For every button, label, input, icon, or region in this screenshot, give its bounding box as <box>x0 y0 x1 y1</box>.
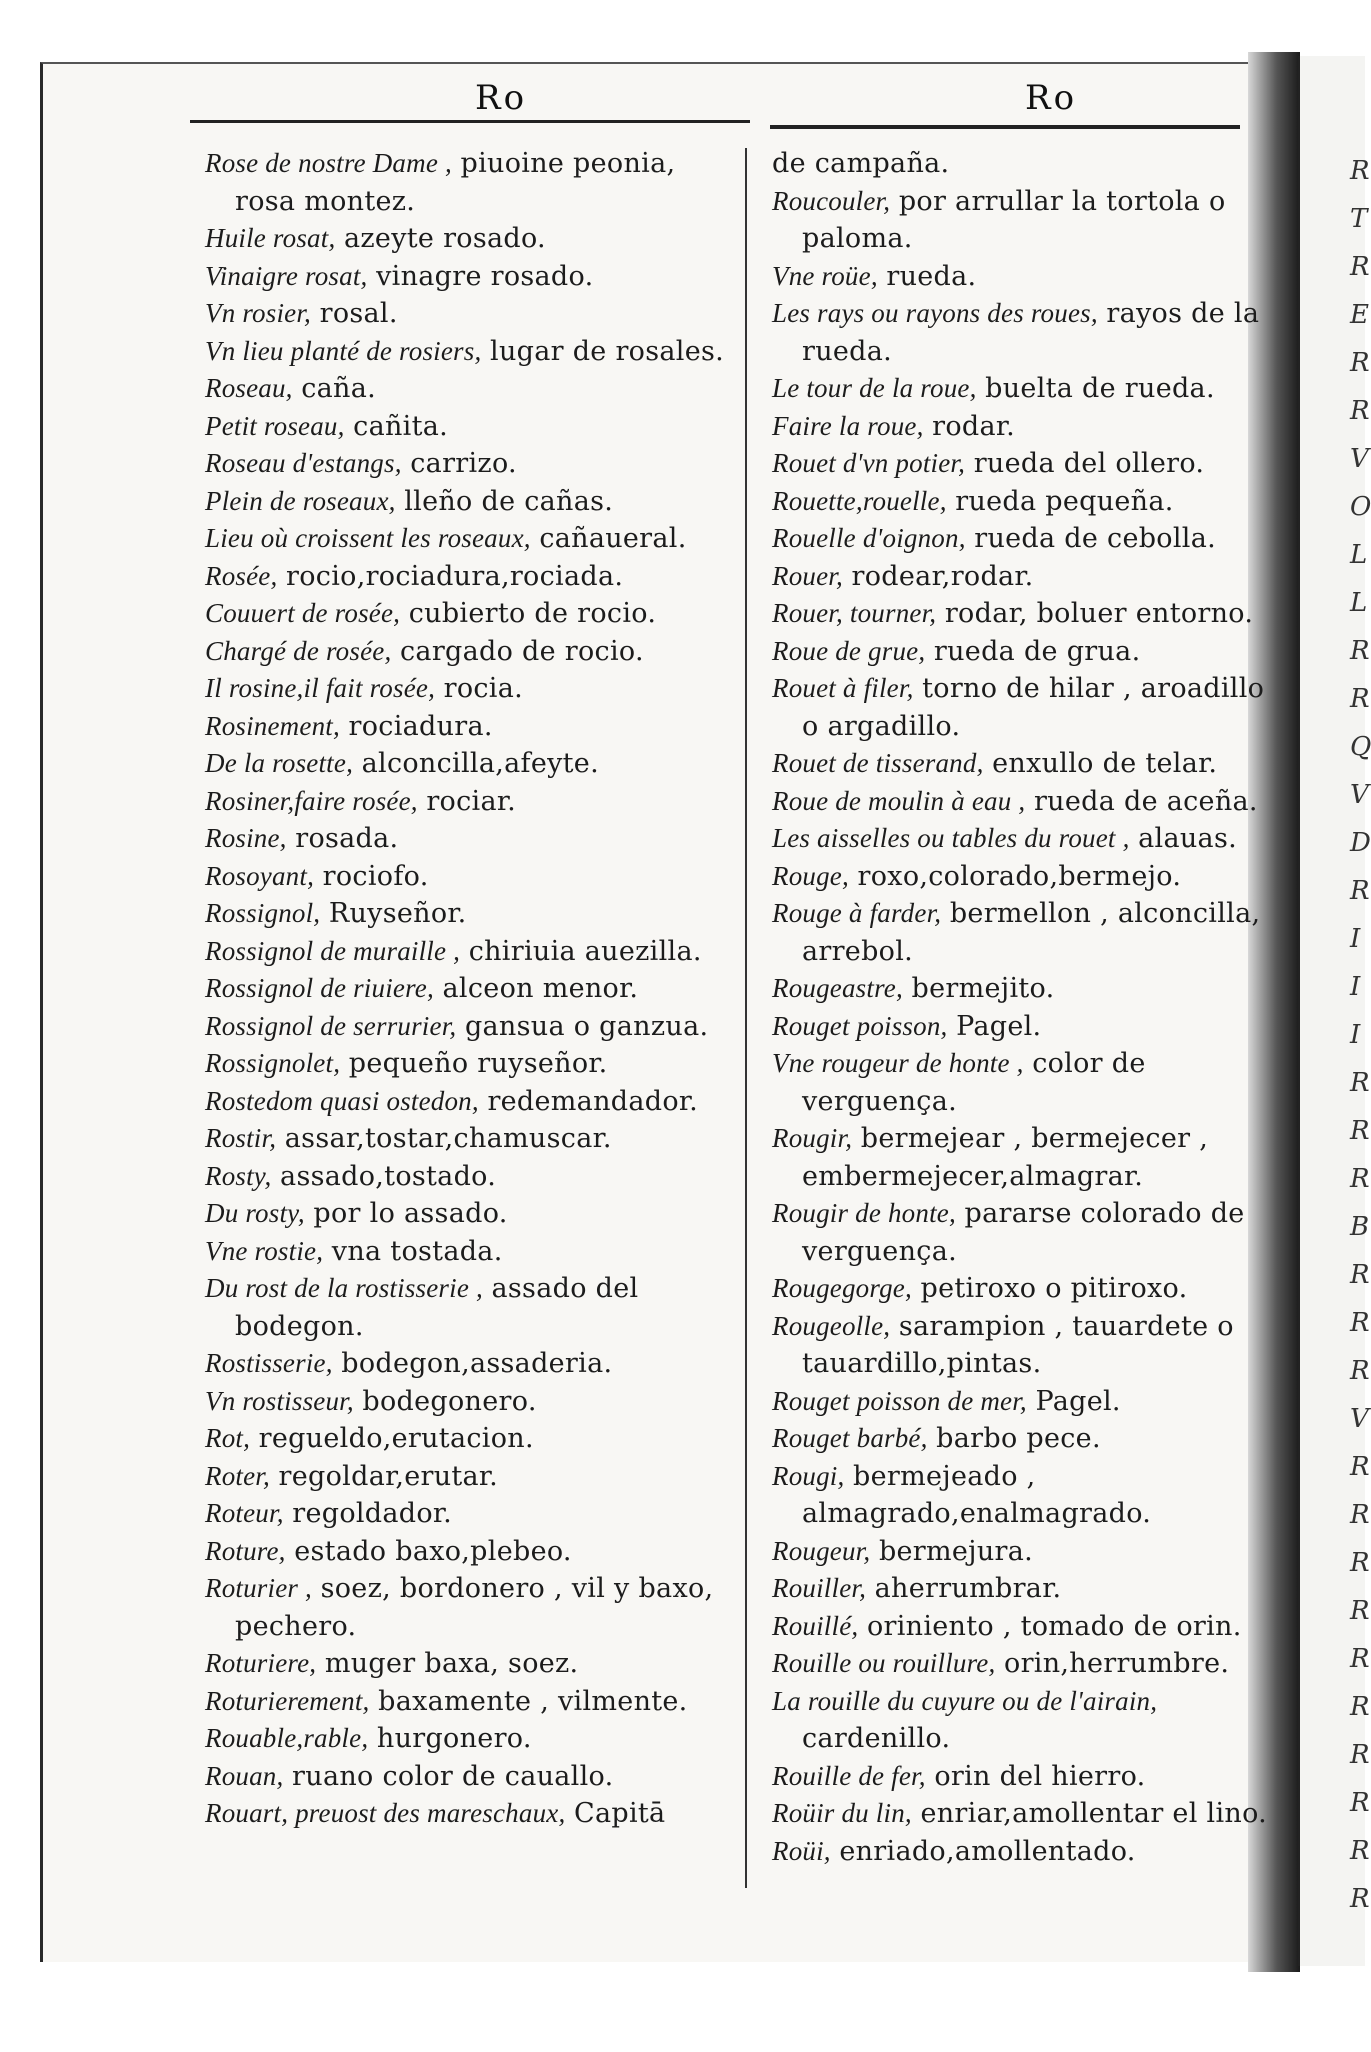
adjacent-page-letter: R <box>1350 1836 1370 1866</box>
entry-definition: Pagel. <box>1035 1385 1121 1417</box>
entry-headword: Rouette,rouelle, <box>772 485 947 516</box>
adjacent-page-letter: R <box>1350 1548 1370 1578</box>
entry-headword: Rostir, <box>205 1123 277 1153</box>
dictionary-entry <box>205 1720 725 1758</box>
entry-definition: Ruyseñor. <box>328 898 467 929</box>
entry-definition: redemandador. <box>487 1085 699 1117</box>
entry-definition: regueldo,erutacion. <box>258 1423 534 1454</box>
entry-headword: Roter, <box>205 1460 270 1491</box>
dictionary-entry <box>205 933 725 971</box>
entry-definition: rayos de la rueda. <box>802 298 1260 367</box>
right-column <box>772 145 1272 1870</box>
entry-definition: aherrumbrar. <box>874 1573 1062 1604</box>
adjacent-page-letter: R <box>1350 1692 1370 1722</box>
adjacent-page-letter: R <box>1350 1356 1370 1386</box>
entry-definition: cañita. <box>353 410 449 442</box>
entry-headword: Rougeolle, <box>772 1310 891 1341</box>
dictionary-entry <box>205 1383 725 1421</box>
entry-headword: Rouan, <box>205 1760 284 1791</box>
entry-headword: Roturier , <box>205 1573 312 1603</box>
dictionary-entry <box>772 295 1272 370</box>
dictionary-entry <box>772 783 1272 821</box>
entry-headword: Rouiller, <box>772 1573 867 1603</box>
dictionary-entry <box>205 708 725 746</box>
dictionary-entry <box>772 745 1272 783</box>
entry-definition: alceon menor. <box>442 973 639 1004</box>
adjacent-page-letter: R <box>1350 252 1370 282</box>
header-rule-right <box>770 125 1240 129</box>
adjacent-page-letter: I <box>1350 924 1361 954</box>
entry-headword: Rouet de tisserand, <box>772 748 984 778</box>
entry-headword: Rouet d'vn potier, <box>772 448 966 478</box>
entry-headword: Faire la roue, <box>772 410 924 441</box>
dictionary-entry <box>205 520 725 558</box>
entry-definition: bodegon,assaderia. <box>341 1348 613 1379</box>
dictionary-entry <box>772 820 1272 858</box>
dictionary-entry <box>205 558 725 596</box>
entry-headword: Rostedom quasi ostedon, <box>205 1085 479 1116</box>
dictionary-entry <box>772 633 1272 671</box>
entry-headword: Rouillé, <box>772 1610 859 1641</box>
entry-definition: muger baxa, soez. <box>324 1648 579 1679</box>
adjacent-page-letter: R <box>1350 1644 1370 1674</box>
entry-definition: cardenillo. <box>802 1723 951 1754</box>
entry-headword: Vinaigre rosat, <box>205 260 368 291</box>
dictionary-entry <box>772 1420 1272 1458</box>
entry-headword: Roüi, <box>772 1835 831 1866</box>
entry-headword: Vne rostie, <box>205 1235 324 1266</box>
entry-definition: barbo pece. <box>936 1423 1101 1454</box>
adjacent-page-letter: R <box>1350 876 1370 906</box>
entry-definition: alauas. <box>1138 823 1237 854</box>
entry-headword: Roüir du lin, <box>772 1798 912 1828</box>
dictionary-entry <box>205 820 725 858</box>
adjacent-page-letter: R <box>1350 1308 1370 1338</box>
entry-definition: lleño de cañas. <box>404 485 614 517</box>
entry-definition: cargado de rocio. <box>400 635 644 667</box>
entry-definition: cubierto de rocio. <box>408 598 657 629</box>
entry-headword: Roture, <box>205 1535 286 1566</box>
dictionary-entry <box>772 1308 1272 1383</box>
adjacent-page-letter: V <box>1350 780 1369 810</box>
entry-headword: Rostisserie, <box>205 1348 333 1378</box>
adjacent-page-letter: R <box>1350 684 1370 714</box>
dictionary-entry <box>205 1683 725 1721</box>
dictionary-entry <box>772 445 1272 483</box>
entry-headword: Rouge à farder, <box>772 898 942 928</box>
entry-headword: Chargé de rosée, <box>205 635 392 666</box>
entry-definition: hurgonero. <box>376 1723 532 1754</box>
entry-definition: rociofo. <box>322 860 429 892</box>
entry-headword: La rouille du cuyure ou de l'airain, <box>772 1685 1158 1716</box>
dictionary-entry <box>772 1195 1272 1270</box>
entry-definition: rodar, boluer entorno. <box>944 598 1254 629</box>
entry-headword: Vne roüe, <box>772 260 878 291</box>
dictionary-entry <box>772 1045 1272 1120</box>
dictionary-entry <box>205 670 725 708</box>
entry-headword: Rougeastre, <box>772 973 903 1003</box>
entry-definition: carrizo. <box>410 448 517 479</box>
entry-headword: Vne rougeur de honte , <box>772 1048 1024 1078</box>
dictionary-entry <box>205 483 725 521</box>
adjacent-page-letter: I <box>1350 972 1361 1002</box>
adjacent-page-letter: R <box>1350 1740 1370 1770</box>
entry-definition: estado baxo,plebeo. <box>294 1535 572 1567</box>
entry-definition: piuoine peonia, rosa montez. <box>235 148 676 217</box>
adjacent-page-letter: R <box>1350 396 1370 426</box>
entry-definition: ruano color de cauallo. <box>292 1760 614 1792</box>
dictionary-entry <box>205 408 725 446</box>
adjacent-page-letter: R <box>1350 1260 1370 1290</box>
entry-headword: Les aisselles ou tables du rouet , <box>772 823 1130 853</box>
dictionary-entry <box>772 1645 1272 1683</box>
entry-definition: assar,tostar,chamuscar. <box>284 1123 612 1154</box>
entry-definition: pararse colorado de verguença. <box>802 1198 1245 1267</box>
entry-headword: Rouet à filer, <box>772 673 914 703</box>
adjacent-page-letter: E <box>1350 300 1369 330</box>
adjacent-page-letter: L <box>1350 540 1368 570</box>
entry-definition: bermellon , alconcilla, arrebol. <box>802 898 1261 967</box>
entry-definition: color de verguença. <box>802 1048 1146 1117</box>
entry-headword: Rouer, <box>772 560 843 591</box>
dictionary-entry <box>205 595 725 633</box>
adjacent-page-letter: R <box>1350 1452 1370 1482</box>
entry-headword: Rougir de honte, <box>772 1198 956 1228</box>
entry-definition: lugar de rosales. <box>490 335 725 367</box>
entry-headword: Rouer, tourner, <box>772 598 937 628</box>
dictionary-entry <box>205 1083 725 1121</box>
entry-headword: Rossignol de muraille , <box>205 935 461 966</box>
dictionary-entry <box>205 333 725 371</box>
dictionary-entry <box>205 1158 725 1196</box>
dictionary-entry <box>205 1120 725 1158</box>
dictionary-entry <box>772 408 1272 446</box>
entry-definition: gansua o ganzua. <box>464 1010 709 1042</box>
dictionary-entry <box>772 670 1272 745</box>
entry-headword: Rougeur, <box>772 1535 871 1566</box>
entry-definition: por lo assado. <box>313 1198 508 1229</box>
entry-headword: Rouget barbé, <box>772 1423 928 1453</box>
entry-definition: assado,tostado. <box>280 1160 497 1192</box>
entry-definition: rueda del ollero. <box>973 448 1205 479</box>
entry-definition: regoldar,erutar. <box>278 1460 499 1492</box>
adjacent-page-letter: V <box>1350 1404 1369 1434</box>
entry-headword: Roturiere, <box>205 1648 317 1678</box>
dictionary-entry <box>205 1495 725 1533</box>
dictionary-entry <box>772 1608 1272 1646</box>
entry-headword: Rouille ou rouillure, <box>772 1648 996 1678</box>
entry-headword: Rosinement, <box>205 710 340 741</box>
dictionary-entry <box>772 1570 1272 1608</box>
entry-headword: Rosoyant, <box>205 860 315 891</box>
dictionary-entry <box>772 370 1272 408</box>
adjacent-page-letter: R <box>1350 1068 1370 1098</box>
entry-definition: rodar. <box>932 410 1015 442</box>
dictionary-entry <box>205 1233 725 1271</box>
entry-headword: Roteur, <box>205 1498 284 1528</box>
dictionary-entry <box>205 370 725 408</box>
entry-headword: Rosée, <box>205 560 278 591</box>
entry-headword: Rot, <box>205 1423 251 1453</box>
adjacent-page-letter: I <box>1350 1020 1361 1050</box>
entry-headword: Roseau d'estangs, <box>205 448 402 478</box>
entry-headword: Plein de roseaux, <box>205 485 396 516</box>
adjacent-page-letter: R <box>1350 1116 1370 1146</box>
entry-definition: rueda. <box>886 260 977 292</box>
entry-definition: alconcilla,afeyte. <box>361 748 599 779</box>
adjacent-page-letter: R <box>1350 1164 1370 1194</box>
entry-definition: pequeño ruyseñor. <box>348 1048 608 1079</box>
entry-definition: bermejito. <box>911 973 1055 1004</box>
entry-definition: enxullo de telar. <box>992 748 1218 779</box>
entry-headword: Le tour de la roue, <box>772 373 977 403</box>
entry-headword: Rossignol de serrurier, <box>205 1010 457 1041</box>
entry-definition: rocia. <box>443 673 524 704</box>
adjacent-page-letter: R <box>1350 1788 1370 1818</box>
dictionary-entry <box>205 1645 725 1683</box>
entry-headword: Rougi, <box>772 1460 845 1491</box>
entry-definition: chiriuia auezilla. <box>468 935 702 967</box>
dictionary-entry <box>772 1833 1272 1871</box>
dictionary-entry <box>205 1270 725 1345</box>
dictionary-entry <box>205 258 725 296</box>
entry-definition: orin del hierro. <box>934 1760 1146 1792</box>
entry-headword: Couuert de rosée, <box>205 598 401 628</box>
entry-headword: Rouelle d'oignon, <box>772 523 966 553</box>
dictionary-entry <box>205 1570 725 1645</box>
entry-headword: Rouget poisson, <box>772 1010 948 1041</box>
entry-headword: Vn lieu planté de rosiers, <box>205 335 482 366</box>
entry-headword: Rosty, <box>205 1160 272 1191</box>
dictionary-entry <box>772 858 1272 896</box>
entry-definition: roxo,colorado,bermejo. <box>857 860 1182 892</box>
entry-definition: enriar,amollentar el lino. <box>920 1798 1268 1829</box>
adjacent-page-letter: T <box>1350 204 1368 234</box>
entry-definition: torno de hilar , aroadillo o argadillo. <box>802 673 1265 742</box>
entry-headword: Roseau, <box>205 373 293 403</box>
entry-headword: Lieu où croissent les roseaux, <box>205 523 531 553</box>
entry-definition: por arrullar la tortola o paloma. <box>802 185 1226 254</box>
entry-definition: bermejura. <box>878 1535 1034 1567</box>
dictionary-entry <box>772 1383 1272 1421</box>
entry-definition: rosada. <box>295 823 399 854</box>
entry-headword: Rossignol, <box>205 898 321 928</box>
entry-definition: bodegonero. <box>362 1385 537 1417</box>
entry-headword: Les rays ou rayons des roues, <box>772 298 1098 328</box>
entry-headword: De la rosette, <box>205 748 354 778</box>
entry-definition: bermejeado , almagrado,enalmagrado. <box>802 1460 1152 1529</box>
entry-headword: Rosiner,faire rosée, <box>205 785 418 816</box>
dictionary-entry <box>772 558 1272 596</box>
dictionary-entry <box>205 745 725 783</box>
adjacent-page-edge <box>1298 56 1371 1966</box>
entry-headword: Rouget poisson de mer, <box>772 1385 1027 1416</box>
dictionary-entry <box>205 1758 725 1796</box>
entry-headword: Vn rosier, <box>205 298 312 328</box>
entry-definition: regoldador. <box>292 1498 453 1529</box>
adjacent-page-letter: Q <box>1350 732 1371 762</box>
entry-headword: Roucouler, <box>772 185 891 216</box>
entry-definition: rosal. <box>319 298 398 329</box>
entry-definition: Pagel. <box>956 1010 1042 1042</box>
entry-headword: Roturierement, <box>205 1685 370 1716</box>
entry-definition: rociar. <box>426 785 516 817</box>
adjacent-page-letter: D <box>1350 828 1371 858</box>
entry-definition: vna tostada. <box>331 1235 503 1267</box>
dictionary-entry <box>772 1120 1272 1195</box>
dictionary-entry <box>205 970 725 1008</box>
adjacent-page-letter: O <box>1350 492 1371 522</box>
entry-definition: soez, bordonero , vil y baxo, pechero. <box>235 1573 714 1642</box>
dictionary-entry <box>205 145 725 220</box>
dictionary-entry <box>772 483 1272 521</box>
entry-definition: buelta de rueda. <box>985 373 1215 404</box>
dictionary-entry <box>205 1045 725 1083</box>
entry-definition: bermejear , bermejecer , embermejecer,almagrar. <box>802 1123 1209 1192</box>
entry-headword: Petit roseau, <box>205 410 345 441</box>
dictionary-entry <box>772 1683 1272 1758</box>
entry-headword: Rouable,rable, <box>205 1723 369 1753</box>
entry-definition: sarampion , tauardete o tauardillo,pintas. <box>802 1310 1234 1379</box>
dictionary-entry <box>772 1533 1272 1571</box>
dictionary-entry <box>772 970 1272 1008</box>
entry-definition: rodear,rodar. <box>851 560 1034 592</box>
dictionary-entry <box>772 1270 1272 1308</box>
left-column <box>205 145 725 1833</box>
entry-definition: caña. <box>301 373 377 404</box>
entry-headword: Roue de grue, <box>772 635 926 666</box>
dictionary-entry <box>205 1420 725 1458</box>
entry-headword: Vn rostisseur, <box>205 1385 354 1416</box>
dictionary-entry <box>205 445 725 483</box>
dictionary-entry <box>205 1008 725 1046</box>
entry-definition: rueda de aceña. <box>1033 785 1258 817</box>
adjacent-page-letter: R <box>1350 1596 1370 1626</box>
entry-headword: Huile rosat, <box>205 223 336 253</box>
dictionary-entry <box>205 295 725 333</box>
entry-headword: Du rosty, <box>205 1198 305 1228</box>
entry-definition: assado del bodegon. <box>235 1273 639 1342</box>
entry-definition: rociadura. <box>348 710 493 742</box>
entry-headword: Du rost de la rostisserie , <box>205 1273 483 1303</box>
entry-definition: rueda de grua. <box>933 635 1141 667</box>
entry-definition: de campaña. <box>772 148 950 179</box>
entry-definition: enriado,amollentado. <box>839 1835 1136 1867</box>
dictionary-entry <box>205 858 725 896</box>
dictionary-entry <box>772 520 1272 558</box>
dictionary-entry <box>772 1458 1272 1533</box>
dictionary-entry <box>205 783 725 821</box>
adjacent-page-letter: R <box>1350 636 1370 666</box>
dictionary-entry <box>772 258 1272 296</box>
dictionary-entry <box>205 895 725 933</box>
adjacent-page-letter: L <box>1350 588 1368 618</box>
dictionary-entry <box>205 633 725 671</box>
entry-headword: Rossignol de riuiere, <box>205 973 434 1003</box>
entry-definition: cañaueral. <box>539 523 687 554</box>
entry-definition: rocio,rociadura,rociada. <box>286 560 624 592</box>
entry-headword: Roue de moulin à eau , <box>772 785 1026 816</box>
dictionary-entry <box>205 1533 725 1571</box>
dictionary-entry <box>205 1345 725 1383</box>
entry-headword: Rougegorge, <box>772 1273 912 1303</box>
dictionary-entry <box>772 595 1272 633</box>
entry-definition: azeyte rosado. <box>344 223 546 254</box>
right-column-header: Ro <box>1025 78 1078 118</box>
dictionary-entry <box>772 183 1272 258</box>
entry-definition: Capitā <box>574 1798 666 1829</box>
dictionary-entry <box>772 1795 1272 1833</box>
column-divider <box>745 148 747 1888</box>
dictionary-entry <box>772 145 1272 183</box>
adjacent-page-letter: R <box>1350 1500 1370 1530</box>
dictionary-entry <box>205 1195 725 1233</box>
entry-definition: rueda pequeña. <box>955 485 1174 517</box>
entry-definition: petiroxo o pitiroxo. <box>920 1273 1188 1304</box>
entry-headword: Rouille de fer, <box>772 1760 926 1791</box>
entry-definition: orin,herrumbre. <box>1004 1648 1230 1679</box>
entry-headword: Rosine, <box>205 823 287 853</box>
dictionary-entry <box>772 1758 1272 1796</box>
dictionary-entry <box>772 1008 1272 1046</box>
adjacent-page-letter: R <box>1350 1884 1370 1914</box>
left-column-header: Ro <box>475 78 528 118</box>
entry-definition: vinagre rosado. <box>376 260 594 292</box>
entry-headword: Rose de nostre Dame , <box>205 148 452 178</box>
dictionary-entry <box>205 1795 725 1833</box>
entry-headword: Rouge, <box>772 860 849 891</box>
dictionary-entry <box>772 895 1272 970</box>
adjacent-page-letter: V <box>1350 444 1369 474</box>
dictionary-entry <box>205 220 725 258</box>
entry-definition: rueda de cebolla. <box>974 523 1217 554</box>
entry-definition: baxamente , vilmente. <box>378 1685 688 1717</box>
entry-headword: Rougir, <box>772 1123 853 1153</box>
dictionary-entry <box>205 1458 725 1496</box>
entry-definition: oriniento , tomado de orin. <box>866 1610 1242 1642</box>
entry-headword: Rouart, preuost des mareschaux, <box>205 1798 566 1828</box>
header-rule-left <box>190 120 750 123</box>
adjacent-page-letter: R <box>1350 348 1370 378</box>
entry-headword: Rossignolet, <box>205 1048 341 1078</box>
adjacent-page-letter: B <box>1350 1212 1370 1242</box>
entry-headword: Il rosine,il fait rosée, <box>205 673 436 703</box>
adjacent-page-letter: R <box>1350 156 1370 186</box>
